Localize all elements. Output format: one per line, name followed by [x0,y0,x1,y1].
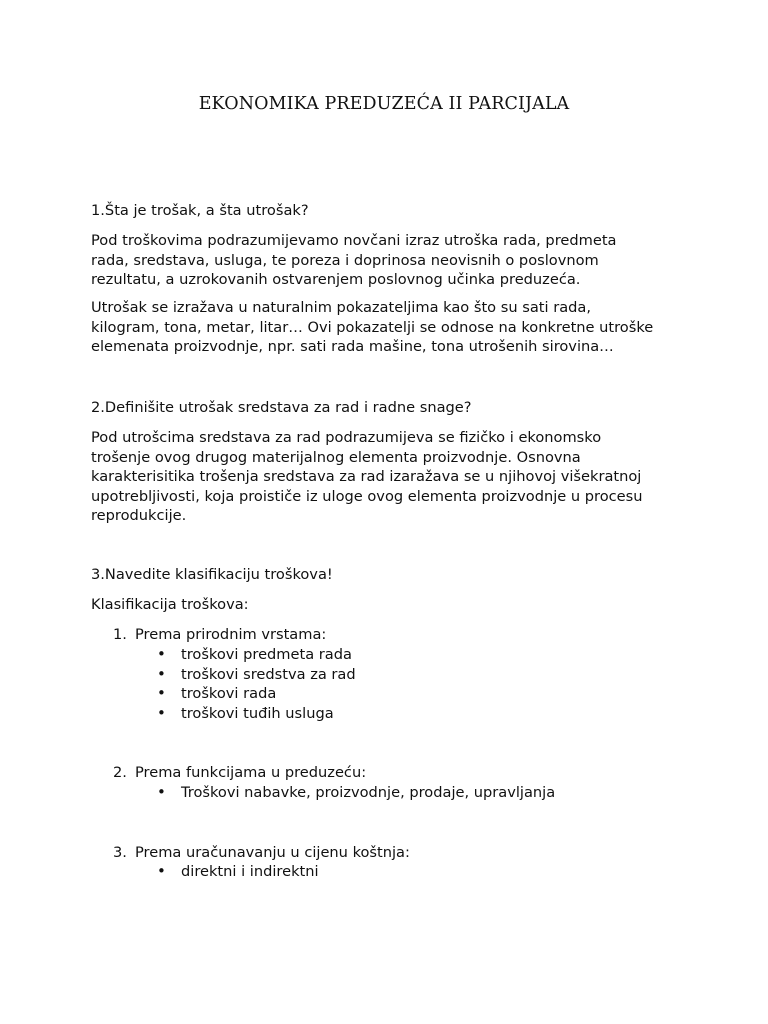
item-number: 2. [113,764,127,781]
text-line: karakterisitika trošenja sredstava za rad izaražava se u njihovoj višekratnoj [91,468,642,486]
item-label: Prema funkcijama u preduzeću: [135,764,367,781]
classification-item-2-bullets [155,783,555,803]
bullet-item: • direktni i indirektni [155,862,319,882]
classification-item-1 [113,625,326,645]
answer-1-paragraph-2 [91,298,691,357]
bullet-item: • troškovi predmeta rada [155,645,356,665]
text-line: rezultatu, a uzrokovanih ostvarenjem poslovnog učinka preduzeća. [91,271,581,289]
bullet-item: • troškovi sredstva za rad [155,665,356,685]
classification-intro: Klasifikacija troškova: [91,596,249,613]
text-line: trošenje ovog drugog materijalnog elementa proizvodnje. Osnovna [91,448,581,466]
item-number: 3. [113,844,127,861]
text-line: elemenata proizvodnje, npr. sati rada mašine, tona utrošenih sirovina… [91,338,614,356]
item-number: 1. [113,626,127,643]
answer-2-paragraph-1 [91,428,691,526]
item-label: Prema prirodnim vrstama: [135,626,327,643]
classification-item-3 [113,843,410,863]
text-line: reprodukcije. [91,507,187,525]
text-line: kilogram, tona, metar, litar… Ovi pokazatelji se odnose na konkretne utroške [91,318,654,336]
bullet-item: • Troškovi nabavke, proizvodnje, prodaje, upravljanja [155,783,555,803]
text-line: Utrošak se izražava u naturalnim pokazateljima kao što su sati rada, [91,299,591,316]
classification-item-1-bullets [155,645,356,723]
answer-1-paragraph-1 [91,231,691,290]
bullet-item: • troškovi rada [155,684,356,704]
item-label: Prema uračunavanju u cijenu koštnja: [135,844,410,861]
question-1: 1.Šta je trošak, a šta utrošak? [91,202,309,219]
text-line: rada, sredstava, usluga, te poreza i doprinosa neovisnih o poslovnom [91,251,599,269]
document-title: EKONOMIKA PREDUZEĆA II PARCIJALA [198,94,570,114]
text-line: upotrebljivosti, koja proističe iz uloge ovog elementa proizvodnje u procesu [91,487,643,505]
question-2: 2.Definišite utrošak sredstava za rad i radne snage? [91,399,472,416]
classification-item-2 [113,763,366,783]
classification-item-3-bullets [155,862,319,882]
bullet-item: • troškovi tuđih usluga [155,704,356,724]
text-line: Pod utrošcima sredstava za rad podrazumijeva se fizičko i ekonomsko [91,429,602,446]
question-3: 3.Navedite klasifikaciju troškova! [91,566,333,583]
text-line: Pod troškovima podrazumijevamo novčani izraz utroška rada, predmeta [91,232,617,249]
